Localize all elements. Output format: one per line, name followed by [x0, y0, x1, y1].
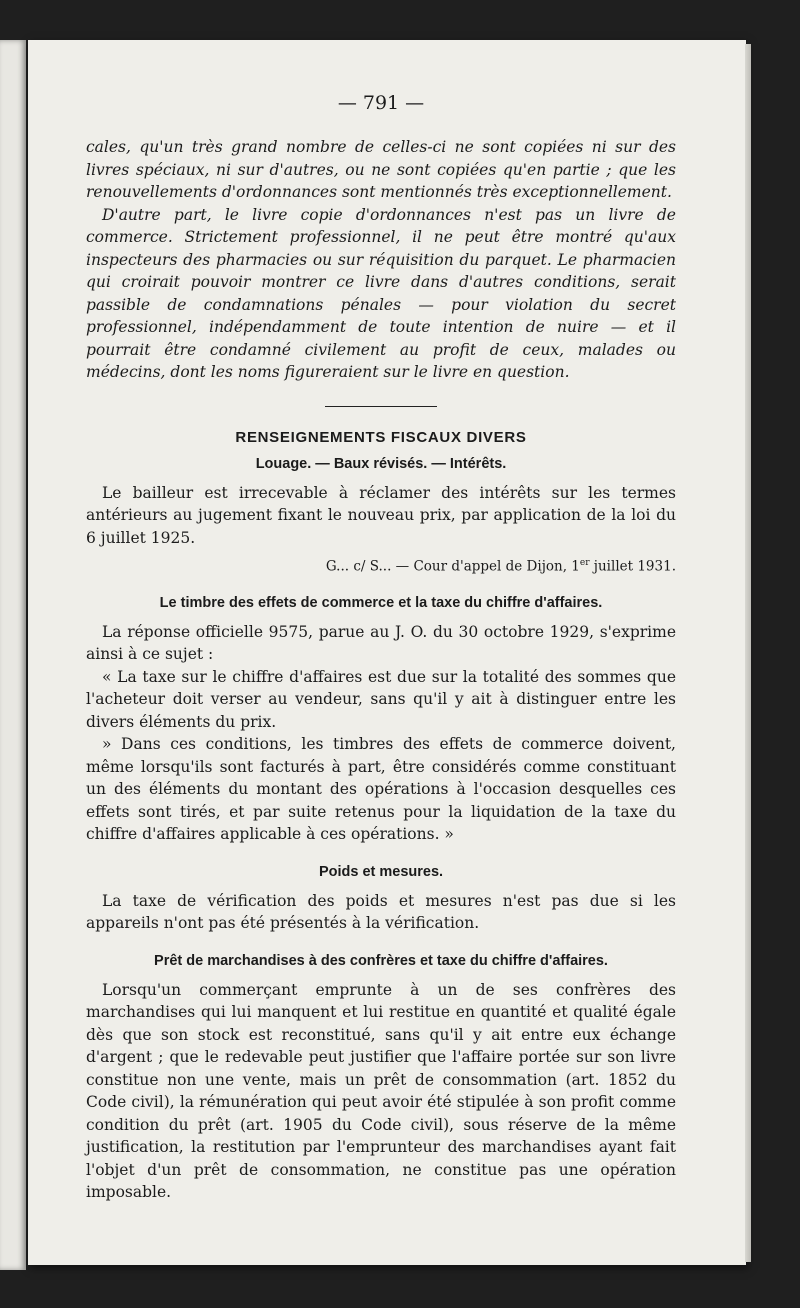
- document-page: [28, 40, 746, 1265]
- intro-paragraph-1: cales, qu'un très grand nombre de celles-ci ne sont copiées ni sur des livres spéciaux, ni sur d'autres, ou ne sont copiées qu'en partie ; que les renouvellements d'ordonnances sont mentionnés très exceptionnellement.: [86, 138, 676, 201]
- page-edge-shadow: [745, 44, 751, 1262]
- adjacent-page-edge: [0, 40, 26, 1270]
- section-heading-timbre: Le timbre des effets de commerce et la taxe du chiffre d'affaires.: [159, 594, 603, 611]
- section-heading-poids: Poids et mesures.: [318, 863, 444, 880]
- intro-text: [86, 136, 676, 384]
- timbre-paragraph-1: La réponse officielle 9575, parue au J. O. du 30 octobre 1929, s'exprime ainsi à ce sujet :: [86, 622, 676, 663]
- page-number: — 791 —: [337, 92, 425, 114]
- louage-paragraph: Le bailleur est irrecevable à réclamer des intérêts sur les termes antérieurs au jugement fixant le nouveau prix, par application de la loi du 6 juillet 1925.: [86, 483, 676, 547]
- timbre-paragraph-2: « La taxe sur le chiffre d'affaires est due sur la totalité des sommes que l'acheteur doit verser au vendeur, sans qu'il y ait à distinguer entre les divers éléments du prix.: [86, 667, 676, 731]
- timbre-paragraph-3: » Dans ces conditions, les timbres des effets de commerce doivent, même lorsqu'ils sont facturés à part, être considérés comme constituant un des éléments du montant des opérations à l'occasion desquelles ces effets sont tirés, et par suite retenus pour la liquidation de la taxe du chiffre d'affaires applicable à ces opérations. »: [86, 735, 676, 843]
- pret-paragraph: Lorsqu'un commerçant emprunte à un de ses confrères des marchandises qui lui manquent et lui restitue en quantité et qualité égale dès que son stock est reconstitué, sans qu'il y ait entre eux échange d'argent ; que le redevable peut justifier que l'affaire portée sur son livre constitue non une vente, mais un prêt de consommation (art. 1852 du Code civil), la rémunération qui peut avoir été stipulée à son profit comme condition du prêt (art. 1905 du Code civil), sous réserve de la même justification, la restitution par l'emprunteur des marchandises ayant fait l'objet d'un prêt de consommation, ne constitue pas une opération imposable.: [86, 980, 676, 1201]
- citation-text: G... c/ S... — Cour d'appel de Dijon, 1: [325, 558, 580, 575]
- citation-superscript: er: [579, 558, 590, 568]
- main-heading: RENSEIGNEMENTS FISCAUX DIVERS: [235, 428, 527, 446]
- louage-citation: [86, 553, 676, 577]
- intro-paragraph-2: D'autre part, le livre copie d'ordonnances n'est pas un livre de commerce. Strictement professionnel, il ne peut être montré qu'aux inspecteurs des pharmacies ou sur réquisition du parquet. Le pharmacien qui croirait pouvoir montrer ce livre dans d'autres conditions, serait passible de condamnations pénales — pour violation du secret professionnel, indépendamment de toute intention de nuire — et il pourrait être condamné civilement au profit de ceux, malades ou médecins, dont les noms figureraient sur le livre en question.: [86, 205, 676, 381]
- page-content: [86, 92, 676, 1204]
- citation-date: juillet 1931.: [589, 558, 676, 575]
- poids-paragraph: La taxe de vérification des poids et mesures n'est pas due si les appareils n'ont pas été présentés à la vérification.: [86, 891, 676, 932]
- section-heading-louage: Louage. — Baux révisés. — Intérêts.: [255, 455, 507, 472]
- section-heading-pret: Prêt de marchandises à des confrères et taxe du chiffre d'affaires.: [154, 952, 608, 969]
- section-divider: [325, 406, 437, 407]
